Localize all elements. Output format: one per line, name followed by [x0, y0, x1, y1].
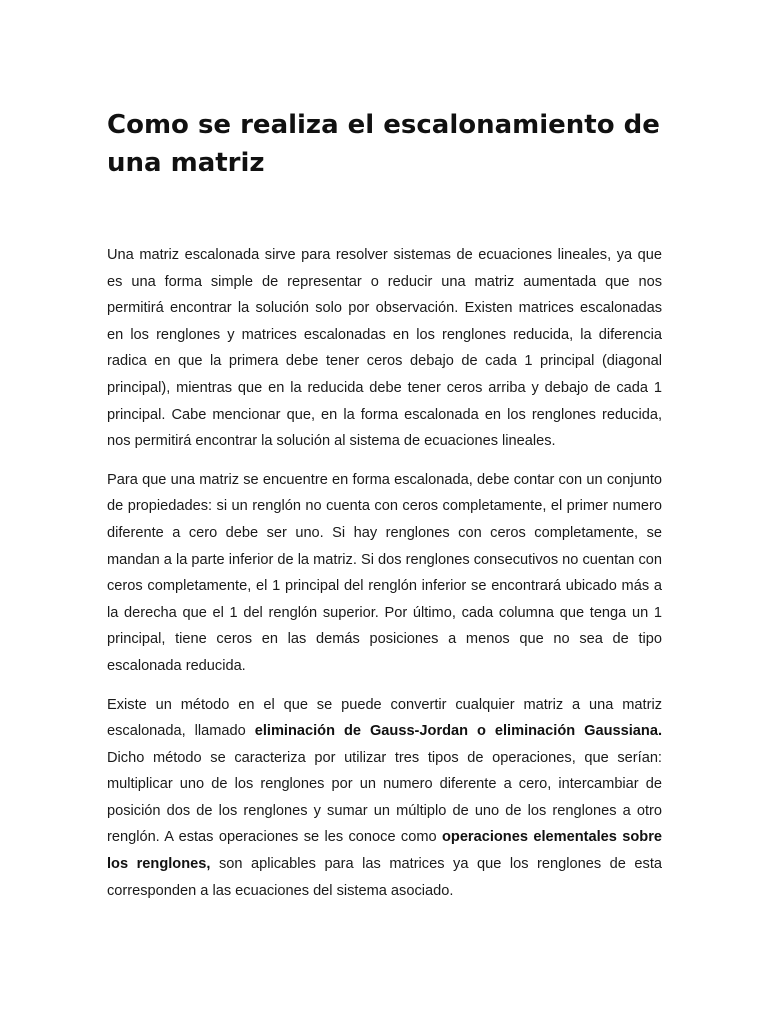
document-body [107, 242, 662, 916]
gauss-jordan-term: eliminación de Gauss-Jordan o eliminación Gaussiana. [254, 723, 662, 740]
page-title: Como se realiza el escalonamiento de una matriz [107, 110, 660, 178]
elementary-operations-term: operaciones elementales sobre los renglones, [107, 829, 662, 873]
paragraph-1: Una matriz escalonada sirve para resolver sistemas de ecuaciones lineales, ya que es una forma simple de representar o reducir una matriz aumentada que nos permitirá encontrar la solución solo por observación. Existen matrices escalonadas en los renglones y matrices escalonadas en los renglones reducida, la diferencia radica en que la primera debe tener ceros debajo de cada 1 principal (diagonal principal), mientras que en la reducida debe tener ceros arriba y debajo de cada 1 principal. Cabe mencionar que, en la forma escalonada en los renglones reducida, nos permitirá encontrar la solución al sistema de ecuaciones lineales. [107, 247, 662, 450]
paragraph-2: Para que una matriz se encuentre en forma escalonada, debe contar con un conjunto de propiedades: si un renglón no cuenta con ceros completamente, el primer numero diferente a cero debe ser uno. Si hay renglones con ceros completamente, se mandan a la parte inferior de la matriz. Si dos renglones consecutivos no cuentan con ceros completamente, el 1 principal del renglón inferior se encontrará ubicado más a la derecha que el 1 del renglón superior. Por último, cada columna que tenga un 1 principal, tiene ceros en las demás posiciones a menos que no sea de tipo escalonada reducida. [107, 471, 662, 674]
paragraph-3-text-3: son aplicables para las matrices ya que los renglones de esta corresponden a las ecuaciones del sistema asociado. [107, 856, 663, 899]
paragraph-3-text-2: Dicho método se caracteriza por utilizar tres tipos de operaciones, que serían: multiplicar uno de los renglones por un numero diferente a cero, intercambiar de posición dos de los renglones y sumar un múltiplo de uno de los renglones a otro renglón. A estas operaciones se les conoce como [107, 749, 662, 846]
paragraph-3 [107, 692, 662, 905]
paragraph-3-text-1: Existe un método en el que se puede convertir cualquier matriz a una matriz escalonada, llamado [107, 696, 662, 740]
